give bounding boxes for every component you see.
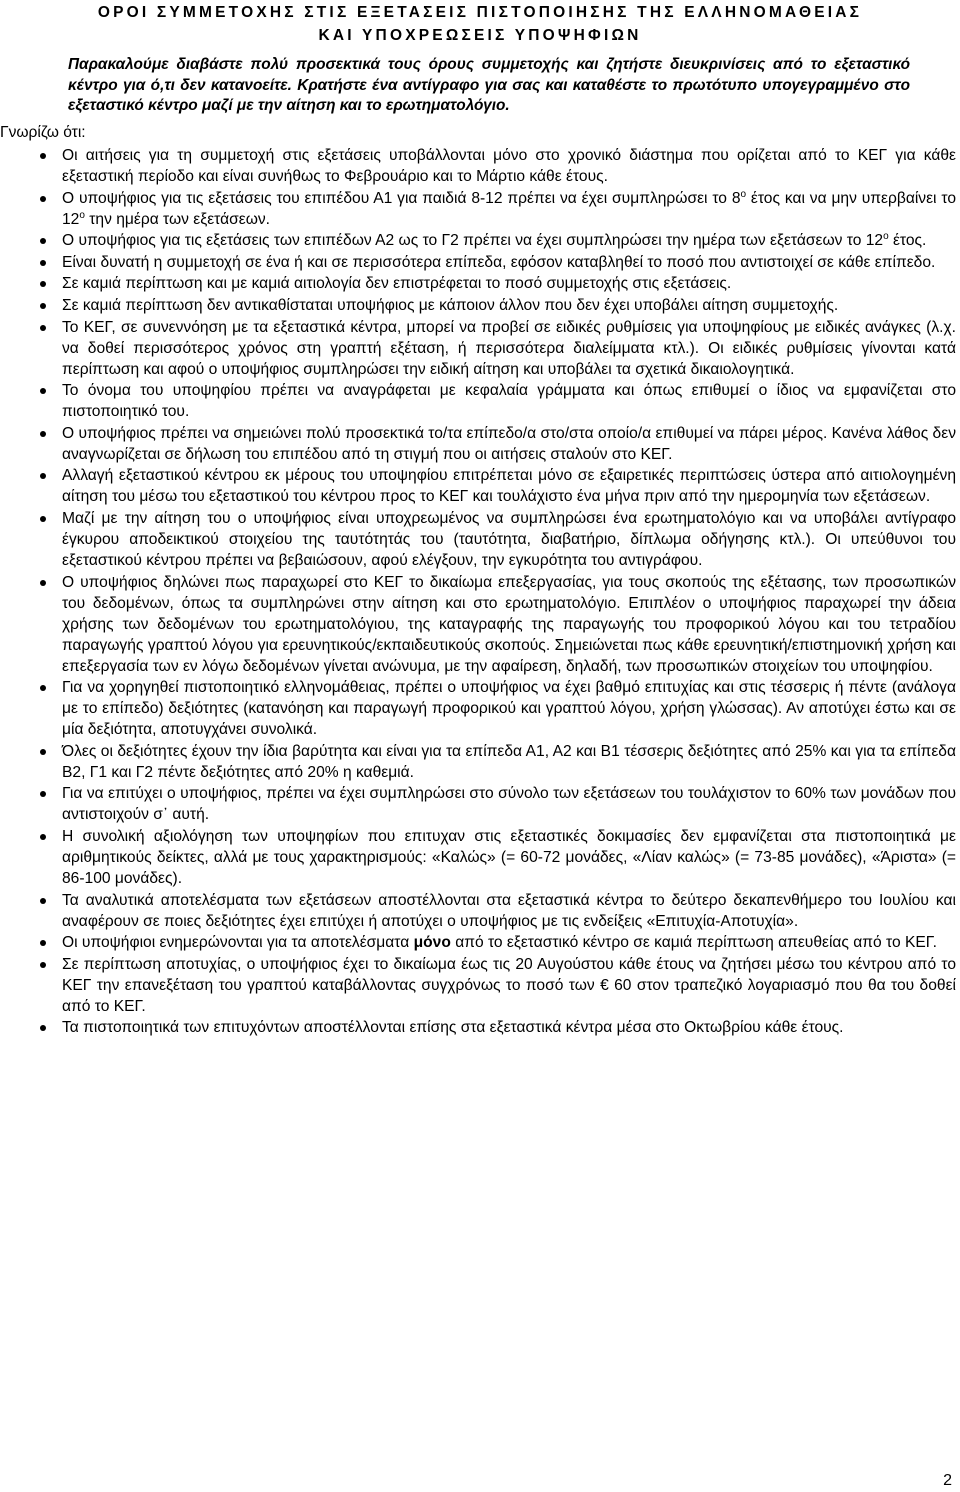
term-item: Τα πιστοποιητικά των επιτυχόντων αποστέλλονται επίσης στα εξεταστικά κέντρα μέσα στο Οκτωβρίου κάθε έτους. bbox=[0, 1017, 960, 1038]
bullet-icon bbox=[40, 898, 46, 904]
term-item: Ο υποψήφιος για τις εξετάσεις του επιπέδου Α1 για παιδιά 8-12 πρέπει να έχει συμπληρώσει το $8^o$ έτος και να μην υπερβαίνει το $12^o$ την ημέρα των εξετάσεων. bbox=[0, 188, 960, 230]
term-item: Ο υποψήφιος πρέπει να σημειώνει πολύ προσεκτικά το/τα επίπεδο/α στο/στα οποίο/α επιθυμεί να πάρει μέρος. Κανένα λάθος δεν αναγνωρίζεται σε δήλωση του επιπέδου από τη στιγμή που οι αιτήσεις σταλούν στο ΚΕΓ. bbox=[0, 423, 960, 465]
term-item: Το όνομα του υποψηφίου πρέπει να αναγράφεται με κεφαλαία γράμματα και όπως επιθυμεί ο ίδιος να εμφανίζεται στο πιστοποιητικό του. bbox=[0, 380, 960, 422]
term-item: Ο υποψήφιος για τις εξετάσεις των επιπέδων Α2 ως το Γ2 πρέπει να έχει συμπληρώσει την ημέρα των εξετάσεων το $12^o$ έτος. bbox=[0, 230, 960, 251]
bullet-icon bbox=[40, 516, 46, 522]
bullet-icon bbox=[40, 388, 46, 394]
term-item: Σε καμιά περίπτωση και με καμιά αιτιολογία δεν επιστρέφεται το ποσό συμμετοχής στις εξετάσεις. bbox=[0, 273, 960, 294]
term-item: Το ΚΕΓ, σε συνεννόηση με τα εξεταστικά κέντρα, μπορεί να προβεί σε ειδικές ρυθμίσεις για υποψηφίους με ειδικές ανάγκες (λ.χ. να δοθεί περισσότερος χρόνος στη γραπτή εξέταση, ή περισσότερα διαλείμματα κτλ.). Οι ειδικές ρυθμίσεις γίνονται κατά περίπτωση και αφού ο υποψήφιος συμπληρώσει την ειδική αίτηση και υποβάλει τα σχετικά δικαιολογητικά. bbox=[0, 317, 960, 380]
bullet-icon bbox=[40, 238, 46, 244]
bullet-icon bbox=[40, 303, 46, 309]
bullet-icon bbox=[40, 749, 46, 755]
term-item: Τα αναλυτικά αποτελέσματα των εξετάσεων αποστέλλονται στα εξεταστικά κέντρα το δεύτερο δεκαπενθήμερο του Ιουλίου και αναφέρουν σε ποιες δεξιότητες έχει επιτύχει ή αποτύχει ο υποψήφιος με τις ενδείξεις «Επιτυχία-Αποτυχία». bbox=[0, 890, 960, 932]
bullet-icon bbox=[40, 196, 46, 202]
term-item: Σε περίπτωση αποτυχίας, ο υποψήφιος έχει το δικαίωμα έως τις 20 Αυγούστου κάθε έτους να ζητήσει μέσω του κέντρου από το ΚΕΓ την επανεξέταση του γραπτού καταβάλλοντας συγχρόνως το ποσό των € 60 στον τραπεζικό λογαριασμό που θα του δοθεί από το ΚΕΓ. bbox=[0, 954, 960, 1017]
bullet-icon bbox=[40, 473, 46, 479]
term-item: Η συνολική αξιολόγηση των υποψηφίων που επιτυχαν στις εξεταστικές δοκιμασίες δεν εμφανίζεται στα πιστοποιητικά με αριθμητικούς δείκτες, αλλά με τους χαρακτηρισμούς: «Καλώς» (= 60-72 μονάδες, «Λίαν καλώς» (= 73-85 μονάδες), «Άριστα» (= 86-100 μονάδες). bbox=[0, 826, 960, 889]
term-item: Όλες οι δεξιότητες έχουν την ίδια βαρύτητα και είναι για τα επίπεδα Α1, Α2 και Β1 τέσσερις δεξιότητες από 25% και για τα επίπεδα Β2, Γ1 και Γ2 πέντε δεξιότητες από 20% η καθεμιά. bbox=[0, 741, 960, 783]
bullet-icon bbox=[40, 1025, 46, 1031]
term-item: Οι υποψήφιοι ενημερώνονται για τα αποτελέσματα μόνο από το εξεταστικό κέντρο σε καμιά περίπτωση απευθείας από το ΚΕΓ. bbox=[0, 932, 960, 953]
term-item: Μαζί με την αίτηση του ο υποψήφιος είναι υποχρεωμένος να συμπληρώσει ένα ερωτηματολόγιο και να υποβάλει αντίγραφο έγκυρου αποδεικτικού στοιχείου της ταυτότητάς του (ταυτότητα, διαβατήριο, δίπλωμα οδήγησης κτλ.). Οι υπεύθυνοι του εξεταστικού κέντρου πρέπει να βεβαιώσουν, αφού ελέγξουν, την εγκυρότητα του αντιγράφου. bbox=[0, 508, 960, 571]
bullet-icon bbox=[40, 325, 46, 331]
term-item: Ο υποψήφιος δηλώνει πως παραχωρεί στο ΚΕΓ το δικαίωμα επεξεργασίας, για τους σκοπούς της εξέτασης, των προσωπικών του δεδομένων, όπως τα συμπληρώνει στην αίτηση και στο ερωτηματολόγιο. Επιπλέον ο υποψήφιος παραχωρεί την άδεια χρήσης των δεδομένων του ερωτηματολόγιου, της καταγραφής της παραγωγής του προφορικού λόγου και του τετραδίου παραγωγής γραπτού λόγου για ερευνητικούς/εκπαιδευτικούς σκοπούς. Σημειώνεται πως κάθε ερευνητική/επιστημονική χρήση και επεξεργασία των εν λόγω δεδομένων γίνεται ανώνυμα, με την αφαίρεση, δηλαδή, των προσωπικών στοιχείων του υποψηφίου. bbox=[0, 572, 960, 677]
term-item: Για να επιτύχει ο υποψήφιος, πρέπει να έχει συμπληρώσει στο σύνολο των εξετάσεων του τουλάχιστον το 60% των μονάδων που αντιστοιχούν σ᾽ αυτή. bbox=[0, 783, 960, 825]
bullet-icon bbox=[40, 153, 46, 159]
term-item: Σε καμιά περίπτωση δεν αντικαθίσταται υποψήφιος με κάποιον άλλον που δεν έχει υποβάλει αίτηση συμμετοχής. bbox=[0, 295, 960, 316]
lead-text: Γνωρίζω ότι: bbox=[0, 123, 86, 141]
bullet-icon bbox=[40, 580, 46, 586]
bullet-icon bbox=[40, 962, 46, 968]
terms-list bbox=[0, 145, 960, 1038]
bullet-icon bbox=[40, 834, 46, 840]
intro-note: Παρακαλούμε διαβάστε πολύ προσεκτικά τους όρους συμμετοχής και ζητήστε διευκρινίσεις από το εξεταστικό κέντρο για ό,τι δεν κατανοείτε. Κρατήστε ένα αντίγραφο για σας και καταθέστε το πρωτότυπο υπογεγραμμένο στο εξεταστικό κέντρο μαζί με την αίτηση και το ερωτηματολόγιο. bbox=[68, 56, 910, 114]
bullet-icon bbox=[40, 281, 46, 287]
term-item: Αλλαγή εξεταστικού κέντρου εκ μέρους του υποψηφίου επιτρέπεται μόνο σε εξαιρετικές περιπτώσεις ύστερα από αιτιολογημένη αίτηση του μέσω του εξεταστικού του κέντρου προς το ΚΕΓ και τουλάχιστο ένα μήνα πριν από την ημερομηνία των εξετάσεων. bbox=[0, 465, 960, 507]
bullet-icon bbox=[40, 685, 46, 691]
bullet-icon bbox=[40, 431, 46, 437]
document-title-line1: ΟΡΟΙ ΣΥΜΜΕΤΟΧΗΣ ΣΤΙΣ ΕΞΕΤΑΣΕΙΣ ΠΙΣΤΟΠΟΙΗΣΗΣ ΤΗΣ ΕΛΛΗΝΟΜΑΘΕΙΑΣ bbox=[97, 4, 863, 21]
term-item: Για να χορηγηθεί πιστοποιητικό ελληνομάθειας, πρέπει ο υποψήφιος να έχει βαθμό επιτυχίας και στις τέσσερις ή πέντε (ανάλογα με το επίπεδο) δεξιότητες (κατανόηση και παραγωγή προφορικού και γραπτού λόγου, χρήση γλώσσας). Αν αποτύχει έστω και σε μία δεξιότητα, αποτυγχάνει συνολικά. bbox=[0, 677, 960, 740]
bullet-icon bbox=[40, 791, 46, 797]
page-number: 2 bbox=[943, 1472, 952, 1489]
document-title-line2: ΚΑΙ ΥΠΟΧΡΕΩΣΕΙΣ ΥΠΟΨΗΦΙΩΝ bbox=[318, 27, 642, 44]
term-item: Οι αιτήσεις για τη συμμετοχή στις εξετάσεις υποβάλλονται μόνο στο χρονικό διάστημα που ορίζεται από το ΚΕΓ για κάθε εξεταστική περίοδο και είναι συνήθως το Φεβρουάριο και το Μάρτιο κάθε έτους. bbox=[0, 145, 960, 187]
term-item: Είναι δυνατή η συμμετοχή σε ένα ή και σε περισσότερα επίπεδα, εφόσον καταβληθεί το ποσό που αντιστοιχεί σε κάθε επίπεδο. bbox=[0, 252, 960, 273]
bullet-icon bbox=[40, 940, 46, 946]
bullet-icon bbox=[40, 260, 46, 266]
